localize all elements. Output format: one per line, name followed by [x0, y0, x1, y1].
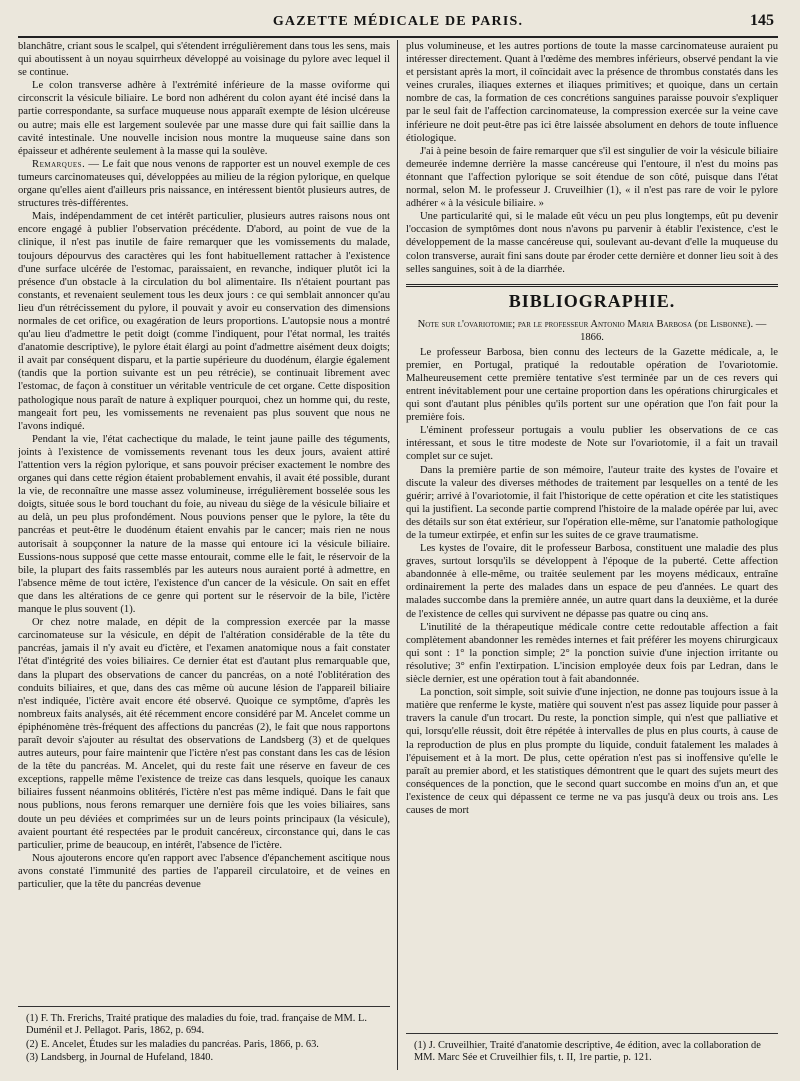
right-column: [398, 40, 778, 1070]
section-divider: [406, 284, 778, 287]
paragraph: plus volumineuse, et les autres portions de toute la masse carcinomateuse auraient pu intéresser directement. Quant à l'œdème des membres inférieurs, observé pendant la vie et persistant après la mort, il coïncidait avec la présence de thrombus constatés dans les veines crurales, iliaques externes et iliaques primitives; et quoique, dans un certain nombre de cas, la formation de ces concrétions sanguines paraisse pouvoir s'expliquer par le seul fait de l'affection carcinomateuse, la compression exercée sur la veine cave inférieure ne doit peut-être pas ici être laissée absolument en dehors de toute influence étiologique.: [406, 41, 778, 144]
paragraph: J'ai à peine besoin de faire remarquer que s'il est singulier de voir la vésicule biliaire demeurée indemne derrière la masse cancéreuse qui l'entoure, il n'est du moins pas étonnant que l'affection pylorique se soit étendue de son côté, puisque dans l'état normal, selon M. le professeur J. Cruveilhier (1), « il n'est pas rare de voir le pylore adhérer « à la vésicule biliaire. »: [406, 145, 778, 210]
review-title: Note sur l'ovariotomie; par le professeur Antonio Maria Barbosa (de Lisbonne). — 1866.: [417, 318, 767, 343]
running-title: GAZETTE MÉDICALE DE PARIS.: [272, 14, 524, 29]
left-footnotes: [18, 1006, 390, 1066]
paragraph: — Le fait que nous venons de rapporter est un nouvel exemple de ces tumeurs carcinomateuses qui, développées au milieu de la région pylorique, en quelque organe qu'elles aient d'ailleurs pris naissance, en intéressent bientôt plusieurs autres, de structures très-différentes.: [18, 158, 390, 210]
paragraph: Dans la première partie de son mémoire, l'auteur traite des kystes de l'ovaire et discute la valeur des diverses méthodes de traitement par lesquelles on a tenté de les guérir; arrivé à l'ovariotomie, il fait l'historique de cette opération et cite les statistiques qui la justifient. La seconde partie comprend l'histoire de la malade opérée par lui, avec des détails sur son état extérieur, sur l'opération elle-même, sur l'anatomie pathologique de la tumeur extirpée, et enfin sur les suites de ce grave traumatisme.: [406, 464, 778, 541]
paragraph: blanchâtre, criant sous le scalpel, qui s'étendent irrégulièrement dans tous les sens, mais qui aboutissent à un noyau squirrheux développé au voisinage du pylore avec lequel il se continue.: [18, 41, 390, 79]
footnote: (3) Landsberg, in Journal de Hufeland, 1840.: [26, 1052, 214, 1064]
paragraph: La ponction, soit simple, soit suivie d'une injection, ne donne pas toujours issue à la matière que renferme le kyste, matière qui souvent n'est pas assez liquide pour passer à travers la canule d'un trocart. Du reste, la ponction simple, qui n'est que palliative et qui, lorsqu'elle réussit, doit être répétée à intervalles de plus en plus courts, à cause de la reproduction de plus en plus prompte du liquide, conduit fatalement les malades à l'épuisement et à la mort. De plus, cette opération n'est pas si inoffensive qu'elle le paraît au premier abord, et les statistiques démontrent que le quart des sujets meurt des conséquences de la ponction, que le second quart succombe en moins d'un an, et que l'existence de ceux qui dépassent ce terme ne va pas jusqu'à deux ou trois ans. Les causes de mort: [406, 687, 778, 816]
paragraph: Pendant la vie, l'état cachectique du malade, le teint jaune paille des téguments, joints à l'existence de vomissements revenant tous les deux jours, avaient attiré l'attention vers la région pylorique, et sans pouvoir préciser exactement le nombre des organes qui dans cette région étaient probablement envahis, il avait été possible, durant la vie, de reconnaître une masse assez volumineuse, irrégulièrement bosselée sous les doigts, située sous le bord touchant du foie, au niveau du siège de la vésicule biliaire et au delà, un peu plus profondément. Nous pouvions penser que le pylore, la tête du pancréas et peut-être le duodénum étaient envahis par le cancer; mais rien ne nous autorisait à soupçonner la nature de la masse qui entoure ici la vésicule biliaire. Eussions-nous supposé que cette masse entourait, comme elle le fait, le réservoir de la bile, la plupart des faits rassemblés par les auteurs nous auraient porté à admettre, en l'absence même de tout ictère, l'existence d'un cancer de la vésicule. On sait en effet que dans les altérations de ce genre qui portent sur le réservoir de la bile, l'ictère manque le plus souvent (1).: [18, 433, 390, 616]
paragraph: L'inutilité de la thérapeutique médicale contre cette redoutable affection a fait complètement abandonner les remèdes internes et fait préférer les moyens chirurgicaux qui sont : 1° la ponction simple; 2° la ponction suivie d'une injection irritante ou résolutive; 3° enfin l'extirpation. L'incision employée deux fois par Ledran, dans le siècle dernier, est une opération tout à fait abandonnée.: [406, 621, 778, 686]
paragraph: Les kystes de l'ovaire, dit le professeur Barbosa, constituent une maladie des plus graves, surtout lorsqu'ils se développent à l'époque de la puberté. Cette affection abandonnée à elle-même, ou traitée seulement par les moyens médicaux, entraîne ordinairement la perte des malades dans un espace de peu d'années. Le quart des malades succombe dans la première année, un autre quart dans la deuxième, et la durée de l'existence de celles qui survivent ne dépasse pas quatre ou cinq ans.: [406, 543, 778, 620]
remarks-label: Remarques.: [32, 158, 86, 170]
bibliography-heading: BIBLIOGRAPHIE.: [508, 290, 676, 311]
footnote: (1) J. Cruveilhier, Traité d'anatomie descriptive, 4e édition, avec la collaboration de MM. Marc Sée et Cruveilhier fils, t. II, 1re partie, p. 121.: [414, 1039, 761, 1064]
paragraph: Le colon transverse adhère à l'extrémité inférieure de la masse oviforme qui circonscrit la vésicule biliaire. Le bord non adhérent du colon ayant été incisé dans la partie correspondante, sa surface muqueuse nous apparaît exempte de lésion ulcéreuse ou autre; mais elle est largement soulevée par une masse dure qui fait saillie dans la cavité intestinale. Une nouvelle incision nous montre la muqueuse saine dans son épaisseur et adhérente seulement à la masse qui la soulève.: [18, 80, 390, 157]
paragraph: Une particularité qui, si le malade eût vécu un peu plus longtemps, eût pu devenir l'occasion de symptômes dont nous n'avons pu parvenir à établir l'existence, c'est le développement de la masse cancéreuse qui, soulevant au-devant d'elle la muqueuse du colon transverse, aurait fini sans doute par éroder cette dernière et donner lieu soit à des selles sanguines, soit à de la diarrhée.: [406, 211, 778, 275]
paragraph: L'éminent professeur portugais a voulu publier les observations de ce cas intéressant, et sous le titre modeste de Note sur l'ovariotomie, il a fait un travail complet sur ce sujet.: [406, 425, 778, 463]
right-footnotes: [406, 1033, 778, 1066]
paragraph: Le professeur Barbosa, bien connu des lecteurs de la Gazette médicale, a, le premier, en Portugal, pratiqué la redoutable opération de l'ovariotomie. Malheureusement cette première tentative s'est terminée par un de ces revers qui entrent inévitablement pour une certaine proportion dans les opérations chirurgicales et qui sont d'autant plus pénibles qu'ils portent sur une opération que l'on fait pour la première fois.: [406, 346, 778, 424]
left-column: [18, 40, 398, 1070]
two-column-body: [18, 40, 778, 1070]
footnote: (1) F. Th. Frerichs, Traité pratique des maladies du foie, trad. française de MM. L. Duménil et J. Pellagot. Paris, 1862, p. 694.: [26, 1012, 367, 1037]
page-header: [18, 8, 778, 38]
paragraph: Mais, indépendamment de cet intérêt particulier, plusieurs autres raisons nous ont encore engagé à publier l'observation précédente. D'abord, au point de vue de la clinique, il n'est pas inutile de faire remarquer que les vomissements du malade, toujours dépourvus des caractères qui les font habituellement rattacher à l'existence d'une surface ulcérée de l'estomac, paraissaient, en revanche, indiquer plutôt ici la présence d'un obstacle à la circulation du bol alimentaire. Ils n'étaient pourtant pas constants, et revenaient seulement tous les deux jours : ce qui semblait annoncer qu'au lieu d'un rétrécissement du pylore, il pouvait y avoir eu conservation des dimensions normales de cet orifice, ou exagération de leurs proportions. L'autopsie nous a montré qu'au lieu d'admettre le petit doigt (comme l'indiquent, pour l'état normal, les traités d'anatomie descriptive), le pylore était élargi au point d'admettre aisément deux doigts; il avait par conséquent disparu, et la partie supérieure du duodénum, élargie également (tandis que la portion suivante est un peu rétrécie), se continuait librement avec l'estomac, de façon à constituer un véritable ventricule de cet organe. Cette disposition pathologique nous paraît de nature à expliquer pourquoi, chez un homme qui, du reste, mangeait fort peu, les vomissements ne revenaient pas plus souvent que nous ne l'avons indiqué.: [18, 211, 390, 432]
page-number: 145: [750, 12, 774, 29]
paragraph: Nous ajouterons encore qu'en rapport avec l'absence d'épanchement ascitique nous avons constaté l'immunité des parties de l'appareil circulatoire, et de veines en particulier, que la tête du pancréas devenue: [18, 852, 390, 890]
footnote: (2) E. Ancelet, Études sur les maladies du pancréas. Paris, 1866, p. 63.: [26, 1038, 319, 1050]
paragraph: Or chez notre malade, en dépit de la compression exercée par la masse carcinomateuse sur la vésicule, en dépit de l'altération considérable de la tête du pancréas, jamais il n'y avait eu d'ictère, et l'examen anatomique nous a fait constater l'état d'intégrité des voies biliaires. Ce dernier état est d'autant plus remarquable que, dans la plupart des observations de cancer du pancréas, on a noté l'oblitération des conduits biliaires, et que, dans des cas même où aucune lésion de l'appareil biliaire n'est indiquée, l'ictère avait encore été observé. Quoique ce symptôme, d'après les nombreux faits analysés, ait été récemment encore considéré par M. Ancelet comme un épiphénomène très-fréquent des affections du pancréas (2), le fait que nous rapportons paraît devoir s'ajouter au résultat des observations de Landsberg (3) et de quelques autres auteurs, pour faire maintenir que l'ictère n'est pas constant dans les cas de lésion de la tête du pancréas. M. Ancelet, qui du reste fait une réserve en faveur de ces exceptions, rappelle même l'existence de treize cas dans lesquels, quoique les canaux biliaires fussent néanmoins oblitérés, l'ictère n'est pas même indiqué. Dans le fait que nous publions, nous ferons remarquer une dernière fois que les voies biliaires, sans doute un peu déviées et comprimées sur un de leurs points principaux (la vésicule), avaient pourtant été respectées par le produit cancéreux, circonstance qui, dans le cas particulier, prime de beaucoup, en intérêt, l'absence de l'ictère.: [18, 617, 390, 851]
